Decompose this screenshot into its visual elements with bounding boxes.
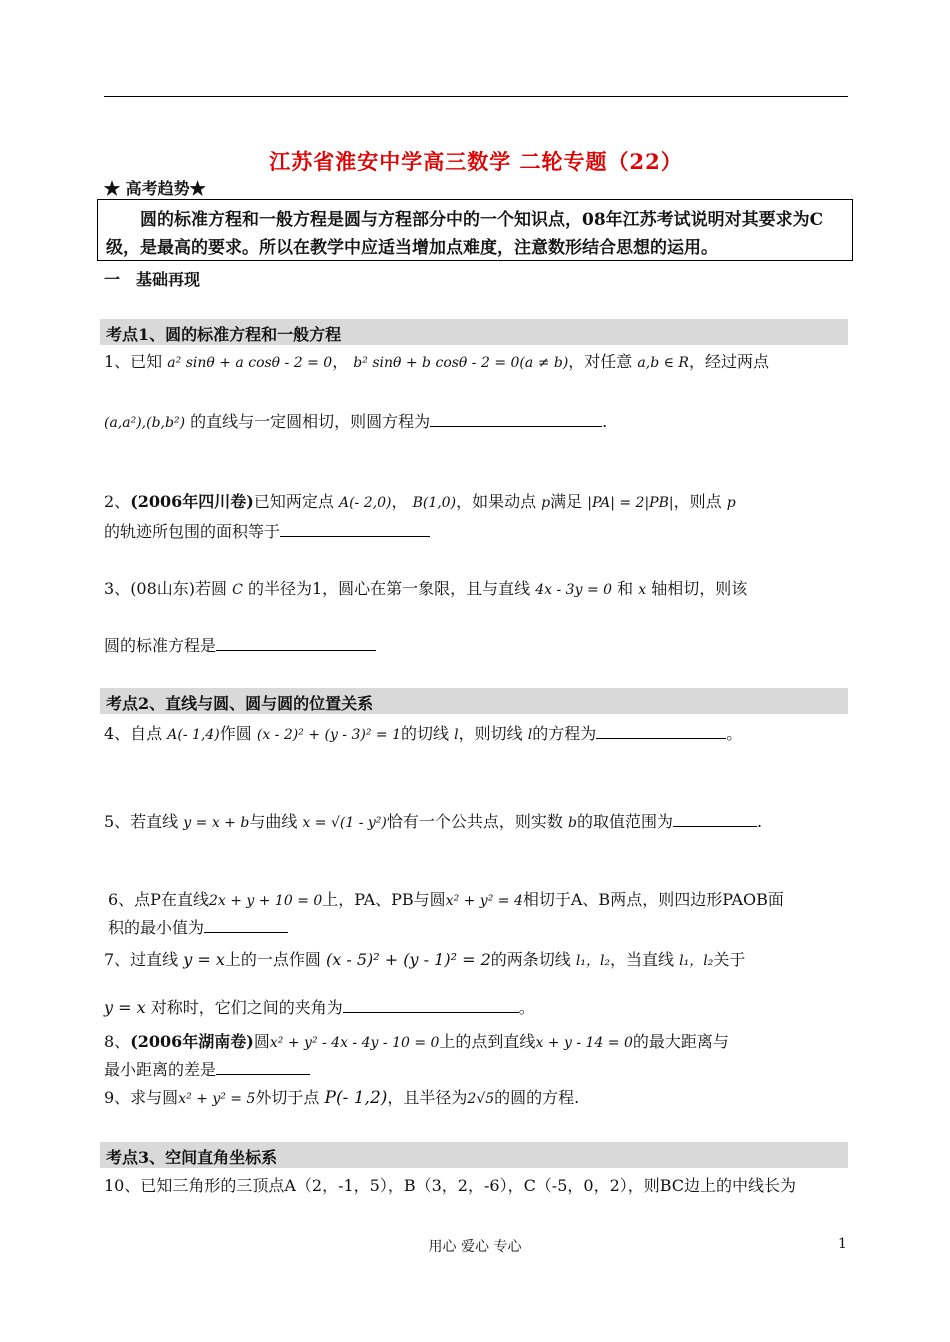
question-1 — [104, 350, 854, 375]
q-text: 和 — [617, 579, 634, 598]
question-8 — [104, 1030, 854, 1055]
section-heading: 一 基础再现 — [104, 270, 201, 289]
question-2 — [104, 490, 854, 515]
q-text: ，当直线 — [610, 950, 675, 969]
page-title: 江苏省淮安中学高三数学 二轮专题（22） — [269, 149, 683, 174]
answer-blank[interactable] — [216, 634, 376, 651]
question-8-line2 — [104, 1058, 854, 1082]
question-7 — [104, 948, 854, 973]
formula: 2√5 — [467, 1091, 495, 1107]
formula: p — [726, 495, 736, 511]
q-source: (08山东) — [130, 579, 196, 598]
q-text: ，则点 — [673, 492, 722, 511]
formula: x² + y² = 5 — [178, 1091, 256, 1107]
q-text: 8、 — [104, 1032, 131, 1051]
question-2-line2 — [104, 520, 854, 544]
formula: l — [454, 727, 459, 743]
formula: l₁，l₂ — [575, 953, 611, 969]
formula: C — [232, 582, 243, 598]
trend-heading: ★ 高考趋势★ — [104, 179, 206, 198]
trend-text: 圆的标准方程和一般方程是圆与方程部分中的一个知识点，08年江苏考试说明对其要求为C级，是最高的要求。所以在教学中应适当增加点难度，注意数形结合思想的运用。 — [106, 210, 824, 258]
q-text: 上，PA、PB与圆 — [322, 890, 446, 909]
formula: (x - 5)² + (y - 1)² = 2 — [326, 950, 491, 969]
formula: a,b ∈ R — [637, 355, 689, 371]
q-text: 3、 — [104, 579, 131, 598]
formula: 4x - 3y = 0 — [535, 582, 613, 598]
q-text: 1、已知 — [104, 352, 163, 371]
page-number: 1 — [838, 1236, 847, 1252]
formula: A(- 1,4) — [167, 727, 220, 743]
q-text: 的方程为 — [532, 724, 597, 743]
footer-text: 用心 爱心 专心 — [428, 1239, 522, 1255]
topic-band-2 — [100, 688, 848, 714]
formula: y = x — [183, 950, 225, 969]
q-text: 9、求与圆 — [104, 1088, 179, 1107]
q-text: 积的最小值为 — [108, 918, 205, 937]
q-text: ， — [391, 492, 408, 511]
answer-blank[interactable] — [343, 996, 519, 1013]
q-text: 5、若直线 — [104, 812, 179, 831]
q-text: 的两条切线 — [490, 950, 571, 969]
formula: x = √(1 - y²) — [302, 815, 387, 831]
q-text: 7、过直线 — [104, 950, 179, 969]
question-6-line2 — [108, 916, 854, 940]
formula: l — [527, 727, 533, 743]
q-text: ， — [332, 352, 349, 371]
q-text: 的轨迹所包围的面积等于 — [104, 522, 281, 541]
question-5 — [104, 810, 854, 835]
q-text: . — [756, 812, 763, 831]
formula: a² sinθ + a cosθ - 2 = 0 — [167, 355, 333, 371]
q-text: 圆 — [253, 1032, 270, 1051]
q-text: 的圆的方程. — [494, 1088, 580, 1107]
answer-blank[interactable] — [280, 520, 430, 537]
q-text: 轴相切，则该 — [651, 579, 748, 598]
q-text: 4、自点 — [104, 724, 163, 743]
q-text: 与曲线 — [249, 812, 298, 831]
q-text: 恰有一个公共点，则实数 — [386, 812, 563, 831]
topic-band-1 — [100, 319, 848, 345]
formula: |PA| = 2|PB| — [587, 495, 674, 511]
question-3 — [104, 577, 854, 602]
formula: b — [567, 815, 577, 831]
q-text: 6、点P在直线 — [108, 890, 209, 909]
formula: (a,a²),(b,b²) — [104, 415, 186, 431]
formula: (x - 2)² + (y - 3)² = 1 — [256, 727, 401, 743]
q-text: 的最大距离与 — [632, 1032, 729, 1051]
q-text: 相切于A、B两点，则四边形PAOB面 — [522, 890, 784, 909]
question-6 — [108, 888, 854, 913]
q-text: 作圆 — [219, 724, 252, 743]
q-text: 。 — [726, 724, 743, 743]
answer-blank[interactable] — [673, 810, 757, 827]
formula: y = x — [104, 998, 146, 1017]
q-text: 满足 — [550, 492, 583, 511]
q-text: 最小距离的差是 — [104, 1060, 217, 1079]
answer-blank[interactable] — [216, 1058, 310, 1075]
q-text: 若圆 — [195, 579, 228, 598]
topic-heading: 考点2、直线与圆、圆与圆的位置关系 — [106, 694, 374, 713]
formula: x² + y² = 4 — [445, 893, 523, 909]
formula: A(- 2,0) — [338, 495, 392, 511]
q-text: . — [602, 412, 608, 431]
topic-heading: 考点3、空间直角坐标系 — [106, 1148, 278, 1167]
q-source: (2006年湖南卷) — [130, 1032, 254, 1051]
q-text: 外切于点 — [255, 1088, 320, 1107]
topic-band-3 — [100, 1142, 848, 1168]
formula: B(1,0) — [412, 495, 457, 511]
q-text: 上的点到直线 — [439, 1032, 536, 1051]
q-text: ，经过两点 — [688, 352, 769, 371]
q-text: ，则切线 — [458, 724, 523, 743]
answer-blank[interactable] — [596, 722, 726, 739]
question-1-line2 — [104, 410, 854, 435]
formula: x + y - 14 = 0 — [535, 1035, 633, 1051]
q-text: 的取值范围为 — [576, 812, 673, 831]
q-text: 。 — [518, 998, 535, 1017]
formula: y = x + b — [183, 815, 250, 831]
q-text: ，且半径为 — [387, 1088, 468, 1107]
q-text: 已知两定点 — [253, 492, 334, 511]
q-text: ，对任意 — [568, 352, 633, 371]
formula: 2x + y + 10 = 0 — [208, 893, 323, 909]
q-source: (2006年四川卷) — [130, 492, 254, 511]
question-3-line2 — [104, 634, 854, 658]
q-text: 对称时，它们之间的夹角为 — [150, 998, 343, 1017]
formula: p — [541, 495, 551, 511]
q-text: 关于 — [713, 950, 746, 969]
q-text: 的半径为1，圆心在第一象限，且与直线 — [247, 579, 531, 598]
formula: P(- 1,2) — [324, 1088, 388, 1108]
q-text: 上的一点作圆 — [224, 950, 321, 969]
question-7-line2 — [104, 996, 854, 1020]
q-text: 圆的标准方程是 — [104, 636, 217, 655]
question-9 — [104, 1086, 854, 1111]
answer-blank[interactable] — [204, 916, 288, 933]
trend-box — [97, 199, 853, 261]
formula: l₁，l₂ — [679, 953, 714, 969]
header-rule — [104, 96, 848, 97]
q-text: 的切线 — [401, 724, 450, 743]
topic-heading: 考点1、圆的标准方程和一般方程 — [106, 325, 342, 344]
formula: x — [638, 582, 647, 598]
q-text: ，如果动点 — [456, 492, 537, 511]
formula: b² sinθ + b cosθ - 2 = 0(a ≠ b) — [353, 355, 569, 371]
question-4 — [104, 722, 854, 747]
q-text: 的直线与一定圆相切，则圆方程为 — [190, 412, 431, 431]
answer-blank[interactable] — [430, 410, 602, 427]
formula: x² + y² - 4x - 4y - 10 = 0 — [269, 1035, 440, 1051]
q-text: 2、 — [104, 492, 131, 511]
question-10: 10、已知三角形的三顶点A（2，-1，5），B（3，2，-6），C（-5，0，2），则BC边上的中线长为 — [104, 1176, 797, 1195]
